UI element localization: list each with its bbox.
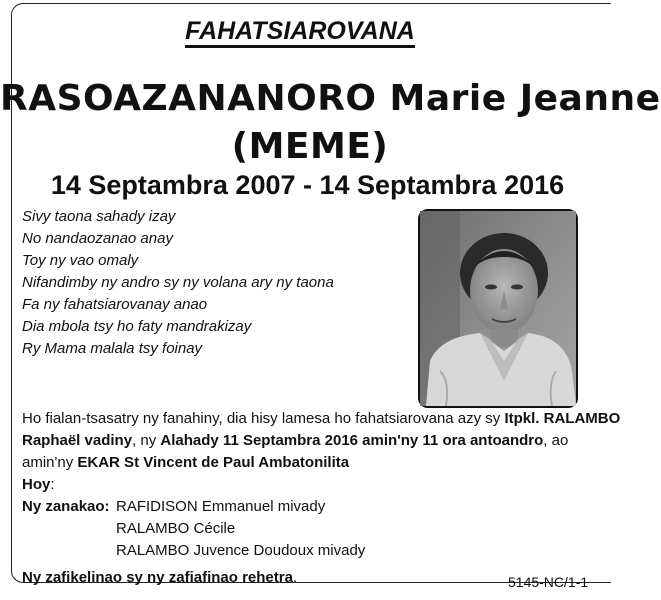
announcement-line-1: Ho fialan-tsasatry ny fanahiny, dia hisy lamesa ho fahatsiarovana azy sy Itpkl. RALAMBO — [22, 410, 621, 427]
reference-code: 5145-NC/1-1 — [508, 574, 589, 590]
poem-line: Toy ny vao omaly — [22, 252, 139, 269]
poem-line: Fa ny fahatsiarovanay anao — [22, 296, 208, 313]
poem-line: No nandaozanao anay — [22, 230, 173, 247]
page-title: FAHATSIAROVANA — [0, 17, 600, 46]
poem — [22, 206, 402, 360]
children-list — [22, 496, 365, 562]
list-item: RALAMBO Cécile — [116, 520, 236, 537]
announcement-line-2: Raphaël vadiny, ny Alahady 11 Septambra 2016 amin'ny 11 ora antoandro, ao — [22, 432, 569, 449]
list-item: Ny zanakao: RAFIDISON Emmanuel mivady — [22, 498, 326, 515]
memorial-dates: 14 Septambra 2007 - 14 Septambra 2016 — [50, 170, 565, 200]
poem-line: Ry Mama malala tsy foinay — [22, 340, 203, 357]
hoy-line: Hoy: — [22, 476, 55, 493]
poem-line: Nifandimby ny andro sy ny volana ary ny taona — [22, 274, 334, 291]
deceased-name: RASOAZANANORO Marie Jeanne — [0, 78, 661, 119]
poem-line: Sivy taona sahady izay — [22, 208, 176, 225]
announcement-line-3: amin'ny EKAR St Vincent de Paul Ambatonilita — [22, 454, 350, 471]
poem-line: Dia mbola tsy ho faty mandrakizay — [22, 318, 252, 335]
portrait-photo — [418, 209, 578, 408]
list-item: RALAMBO Juvence Doudoux mivady — [116, 542, 366, 559]
announcement — [22, 408, 622, 496]
closing-signature: Ny zafikelinao sy ny zafiafinao rehetra. — [22, 569, 298, 586]
deceased-nickname: (MEME) — [231, 126, 389, 167]
